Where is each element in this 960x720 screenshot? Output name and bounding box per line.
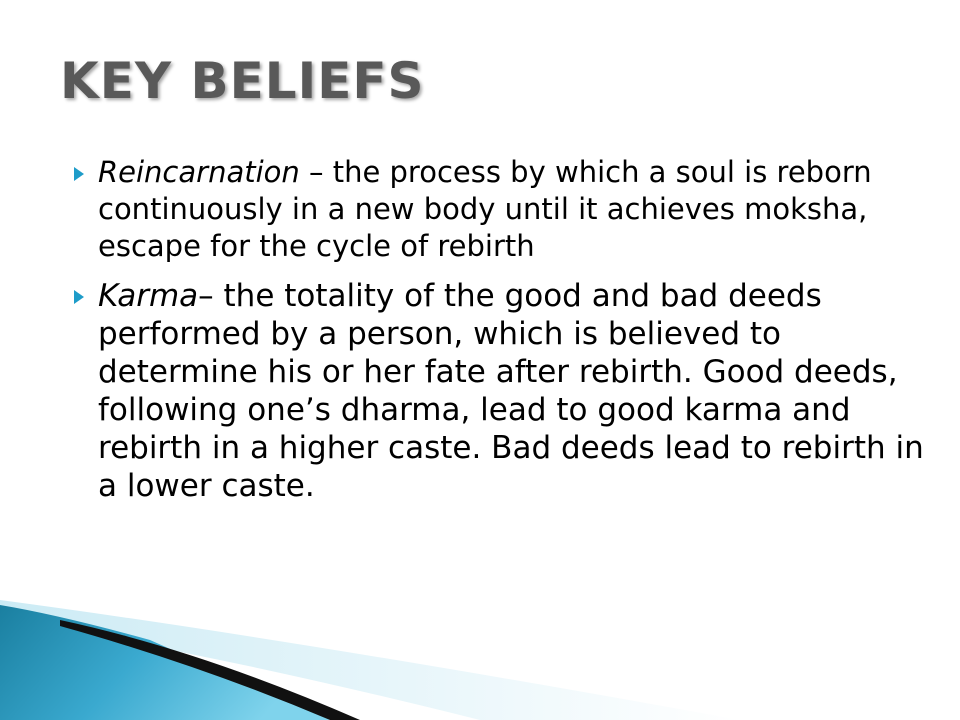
bullet-list [74,154,934,505]
bullet-term: Reincarnation [98,155,300,189]
bullet-term: Karma [98,278,199,314]
bullet-definition: – the totality of the good and bad deeds performed by a person, which is believed to determine his or her fate after rebirth. Good deeds, following one’s dharma, lead to good karma and rebirth in a higher caste. Bad deeds lead to rebirth in a lower caste. [98,278,924,504]
bullet-definition: – the process by which a soul is reborn continuously in a new body until it achieves moksha, escape for the cycle of rebirth [98,155,872,263]
slide-title: KEY BELIEFS [60,52,425,110]
bullet-arrow-icon [74,154,86,265]
bullet-karma [74,277,934,505]
bullet-arrow-icon [74,277,86,505]
bullet-reincarnation [74,154,934,265]
